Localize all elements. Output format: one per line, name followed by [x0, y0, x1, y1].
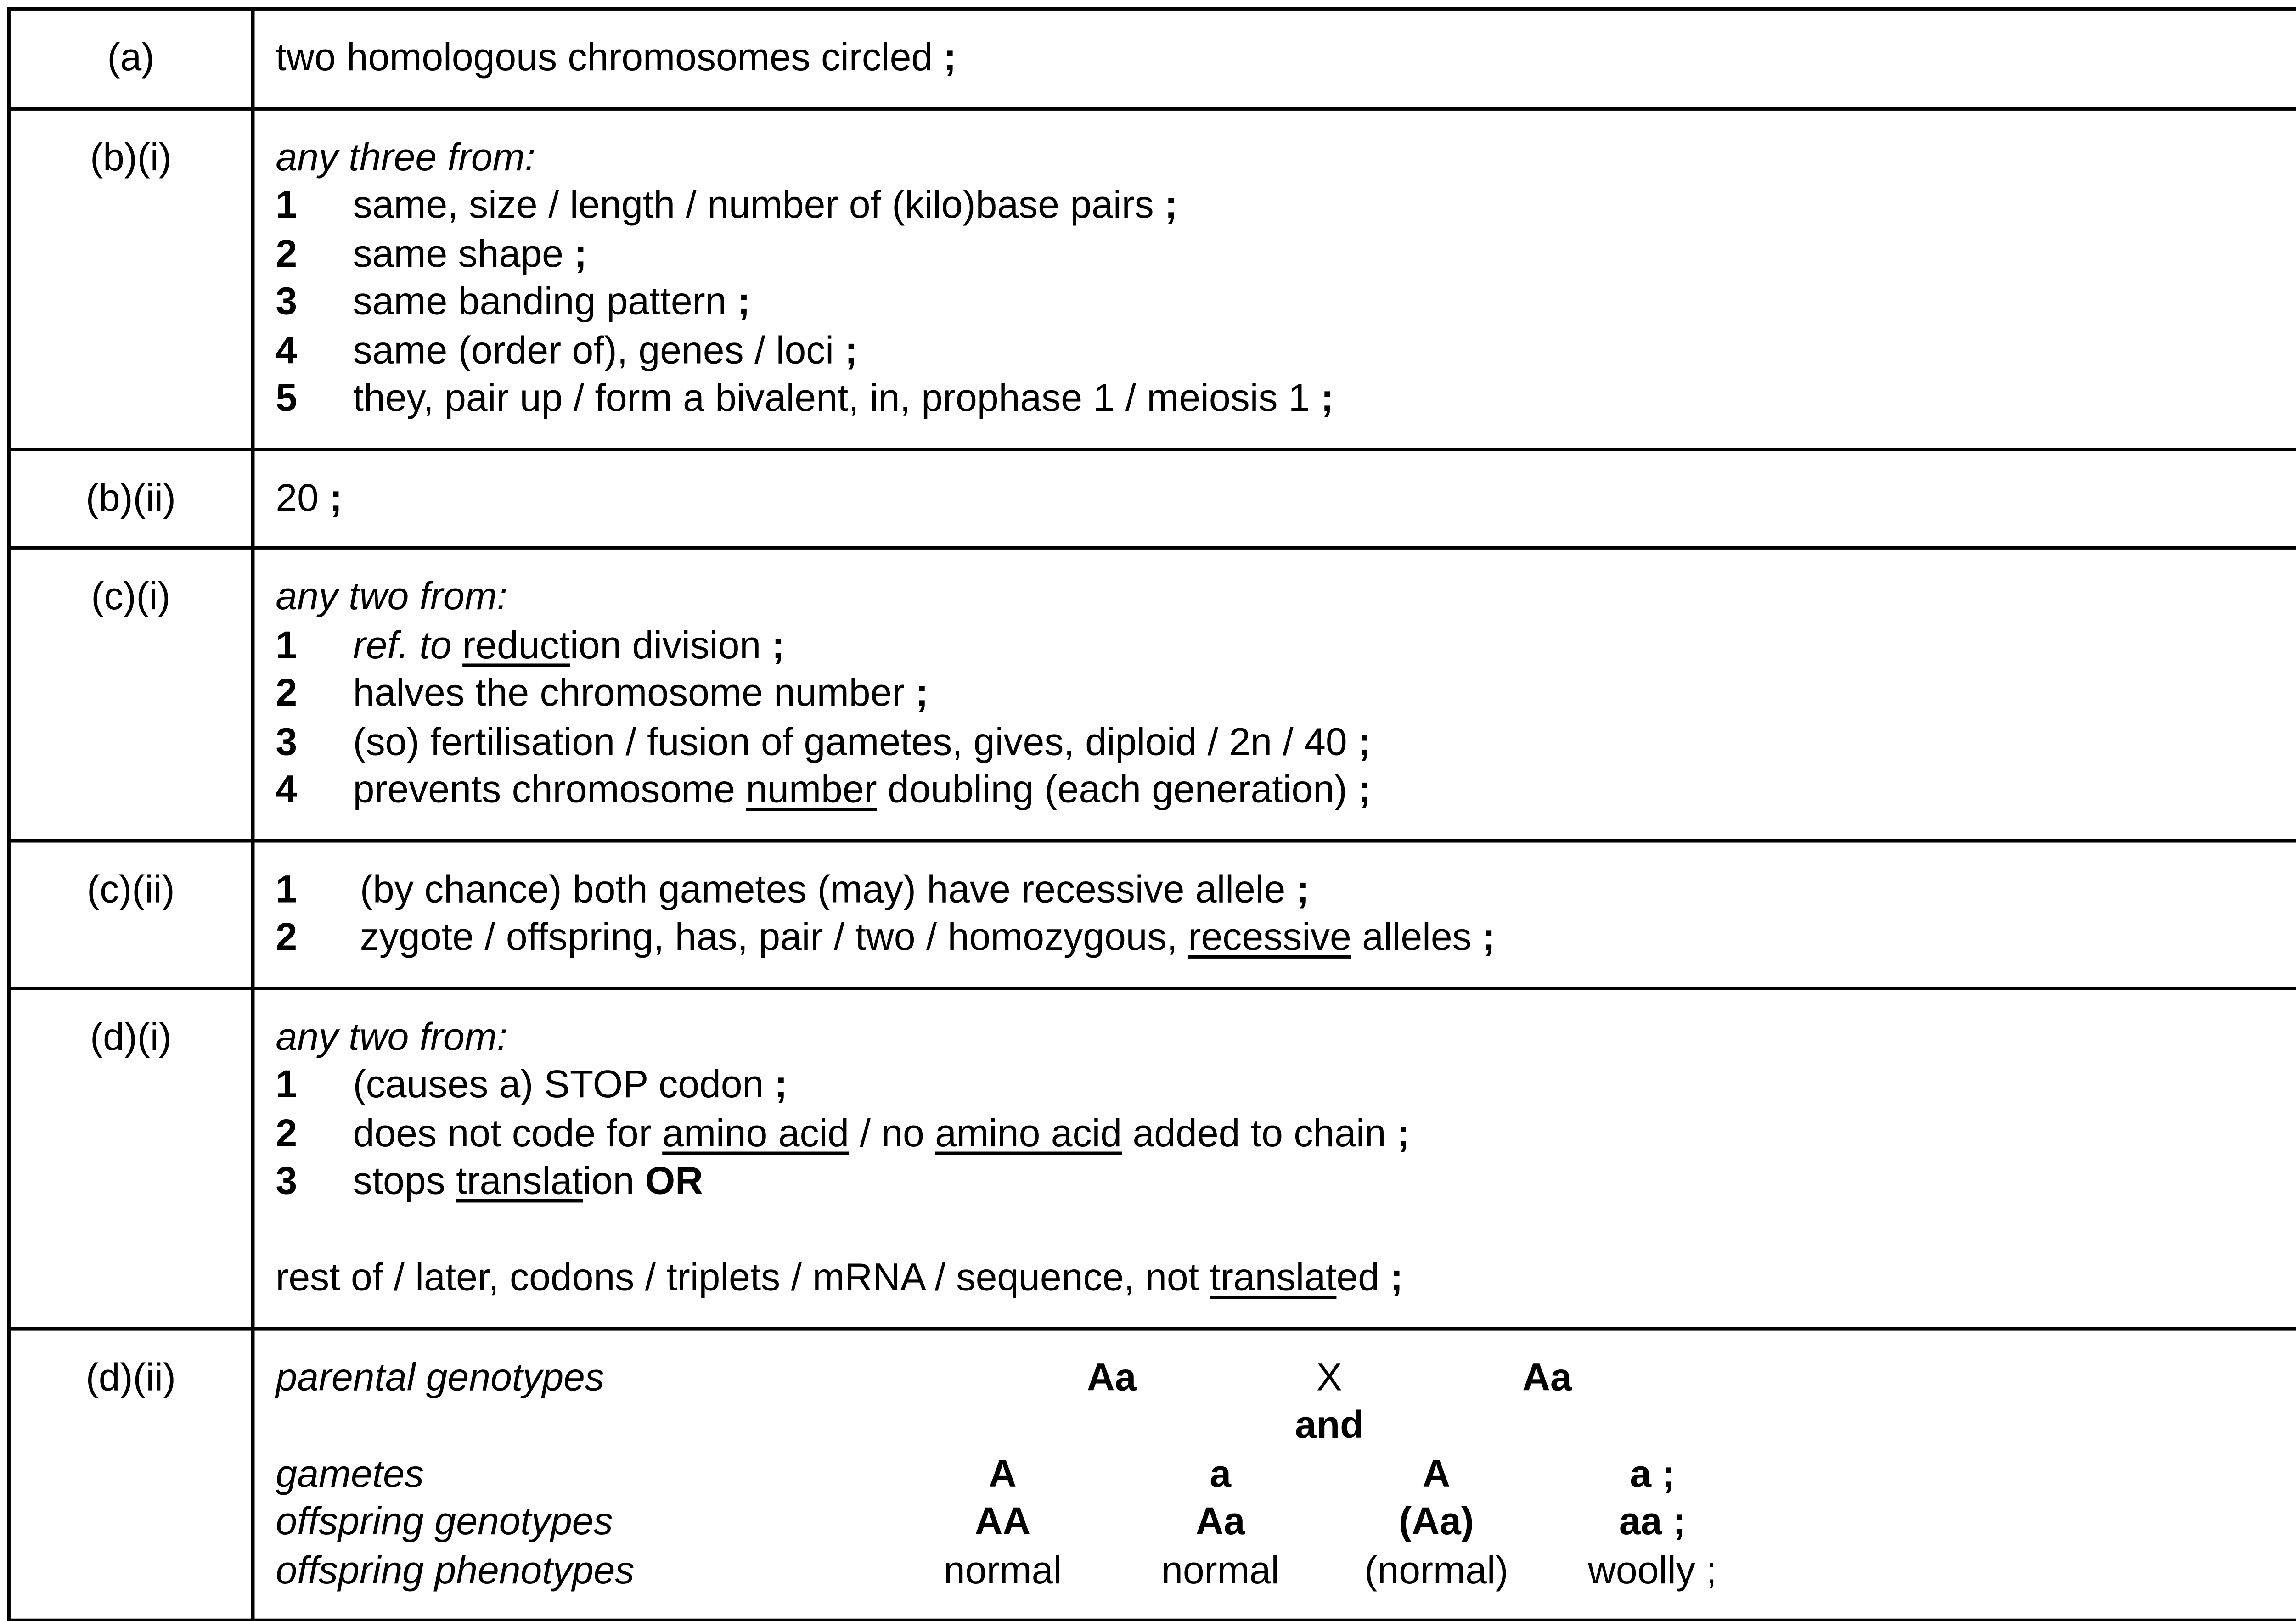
answer-intro: any three from:	[276, 134, 536, 179]
answer-cell: 1 (by chance) both gametes (may) have recessive allele ; 2 zygote / offspring, has, pair / two / homozygous, recessive alleles ;	[253, 840, 2296, 987]
question-part: (d)(i)	[9, 987, 253, 1328]
answer-cell: any three from: 1 same, size / length / number of (kilo)base pairs ; 2 same shape ; 3 same banding pattern ; 4 same (order of), genes / loci ; 5 they, pair up / form a bivalent, in, prophase 1 / meiosis 1 ;	[253, 108, 2296, 449]
table-row	[9, 9, 2296, 108]
genetic-cross: parental genotypes Aa X Aa and gametes A a A a ; offspring genotypes AA Aa (Aa) aa ; offspring phenotypes normal normal (normal) woolly ;	[276, 1352, 2296, 1593]
table-row	[9, 840, 2296, 987]
cross-label: offspring genotypes	[276, 1499, 613, 1543]
table-row	[9, 108, 2296, 449]
question-part: (b)(i)	[9, 108, 253, 449]
question-part: (c)(ii)	[9, 840, 253, 987]
answer-cell: two homologous chromosomes circled ;	[253, 9, 2296, 108]
answer-cell: any two from: 1 ref. to reduction division ; 2 halves the chromosome number ; 3 (so) fertilisation / fusion of gametes, gives, diploid / 2n / 40 ; 4 prevents chromosome number doubling (each generation) ;	[253, 548, 2296, 840]
table-row	[9, 987, 2296, 1328]
question-part: (c)(i)	[9, 548, 253, 840]
table-row	[9, 449, 2296, 548]
genetic-cross-cell	[253, 1328, 2296, 1620]
answer-cell: 20 ;	[253, 449, 2296, 548]
cross-label: gametes	[276, 1451, 424, 1495]
question-part: (a)	[9, 9, 253, 108]
table-row	[9, 548, 2296, 840]
answer-cell: any two from: 1 (causes a) STOP codon ; 2 does not code for amino acid / no amino acid added to chain ; 3 stops translation OR rest of / later, codons / triplets / mRNA / sequence, not translated ;	[253, 987, 2296, 1328]
question-part: (b)(ii)	[9, 449, 253, 548]
answer-text: two homologous chromosomes circled	[276, 35, 933, 79]
table-row	[9, 1328, 2296, 1620]
question-part: (d)(ii)	[9, 1328, 253, 1620]
cross-label: offspring phenotypes	[276, 1547, 635, 1592]
cross-label: parental genotypes	[276, 1354, 604, 1398]
mark-scheme-table	[7, 7, 2296, 1621]
